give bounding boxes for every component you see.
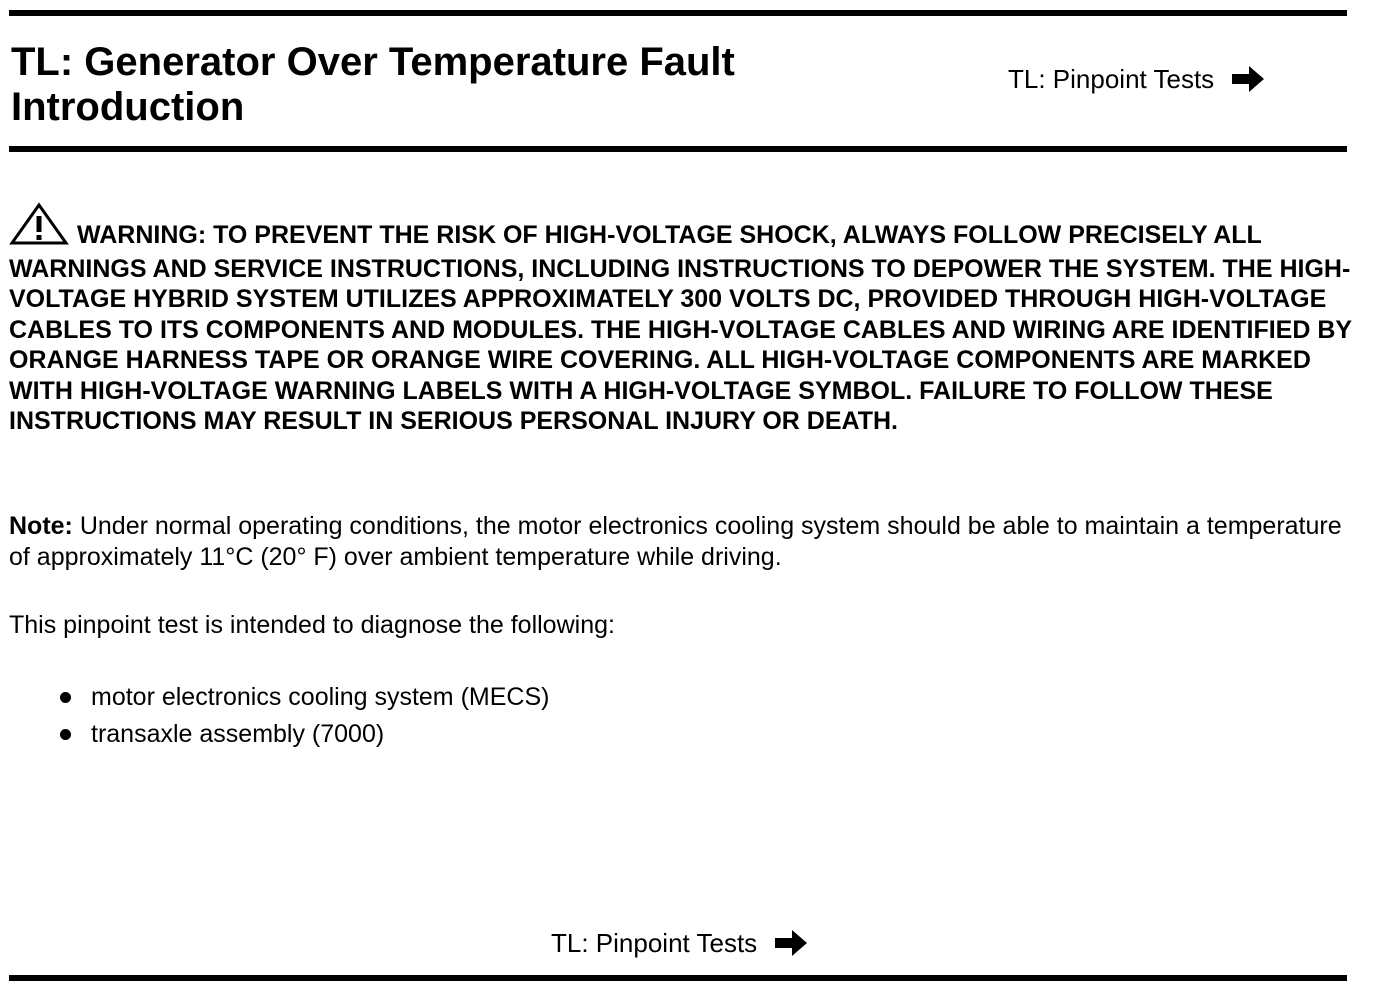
list-item-text: motor electronics cooling system (MECS): [91, 683, 550, 711]
warning-text: WARNING: TO PREVENT THE RISK OF HIGH-VOLTAGE SHOCK, ALWAYS FOLLOW PRECISELY ALL WARNINGS AND SERVICE INSTRUCTIONS, INCLUDING INSTRUCTIONS TO DEPOWER THE SYSTEM. THE HIGH-VOLTAGE HYBRID SYSTEM UTILIZES APPROXIMATELY 300 VOLTS DC, PROVIDED THROUGH HIGH-VOLTAGE CABLES TO ITS COMPONENTS AND MODULES. THE HIGH-VOLTAGE CABLES AND WIRING ARE IDENTIFIED BY ORANGE HARNESS TAPE OR ORANGE WIRE COVERING. ALL HIGH-VOLTAGE COMPONENTS ARE MARKED WITH HIGH-VOLTAGE WARNING LABELS WITH A HIGH-VOLTAGE SYMBOL. FAILURE TO FOLLOW THESE INSTRUCTIONS MAY RESULT IN SERIOUS PERSONAL INJURY OR DEATH.: [9, 221, 1352, 435]
bottom-divider: [9, 975, 1347, 981]
pinpoint-tests-link-label: TL: Pinpoint Tests: [551, 928, 758, 958]
arrow-right-icon: [1232, 66, 1264, 92]
pinpoint-tests-link-top[interactable]: [1008, 64, 1264, 94]
list-item: [0, 682, 549, 719]
top-divider: [9, 10, 1347, 16]
bullet-icon: [60, 729, 71, 740]
page-title: [11, 40, 735, 130]
note-paragraph: [9, 511, 1354, 573]
intro-text: This pinpoint test is intended to diagnose the following:: [9, 611, 615, 639]
arrow-right-icon: [775, 930, 807, 956]
note-text: Under normal operating conditions, the motor electronics cooling system should be able to maintain a temperature of approximately 11°C (20° F) over ambient temperature while driving.: [9, 512, 1342, 571]
page-title-line-2: Introduction: [11, 85, 245, 129]
high-voltage-warning: [9, 202, 1354, 437]
list-item: [0, 719, 549, 756]
diagnosis-list: [0, 682, 549, 756]
note-label: Note:: [9, 512, 73, 540]
header-divider: [9, 146, 1347, 152]
pinpoint-tests-link-bottom[interactable]: [551, 928, 807, 958]
bullet-icon: [60, 692, 71, 703]
list-item-text: transaxle assembly (7000): [91, 720, 385, 748]
warning-triangle-icon: [9, 202, 69, 254]
page-title-line-1: TL: Generator Over Temperature Fault: [11, 40, 735, 84]
pinpoint-tests-link-label: TL: Pinpoint Tests: [1008, 64, 1215, 94]
